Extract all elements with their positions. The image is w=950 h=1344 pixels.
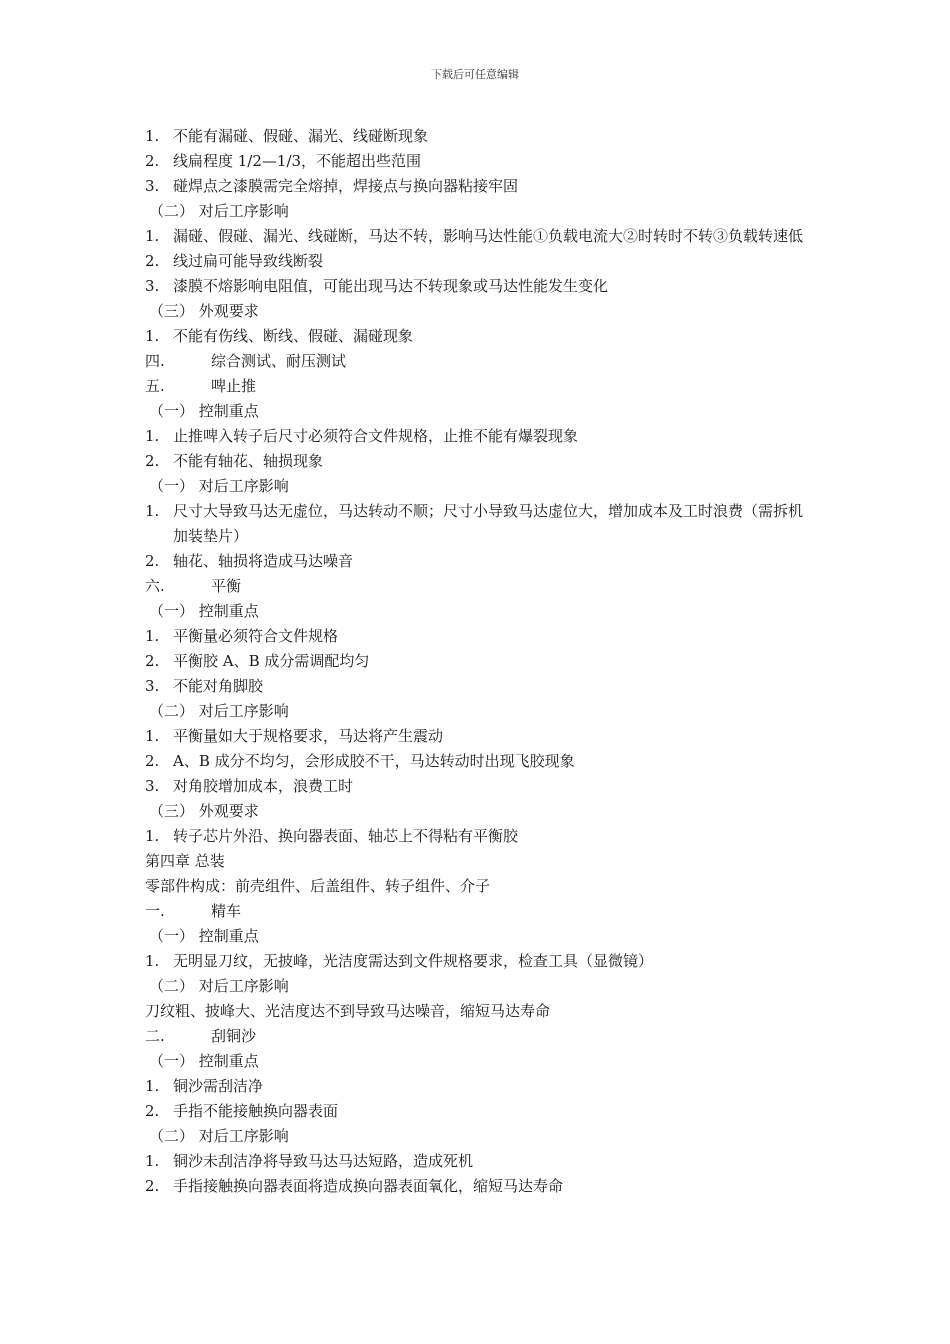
item-text: 止推啤入转子后尺寸必须符合文件规格，止推不能有爆裂现象 xyxy=(173,427,579,445)
item-number: 2. xyxy=(145,652,160,670)
item-text: 平衡量如大于规格要求，马达将产生震动 xyxy=(173,727,444,745)
list-item xyxy=(145,1149,815,1174)
list-item xyxy=(145,274,815,299)
list-item xyxy=(145,224,815,249)
list-item xyxy=(145,1074,815,1099)
section-heading xyxy=(145,899,815,924)
list-item xyxy=(145,1099,815,1124)
item-number: 1. xyxy=(145,502,160,520)
section-title: 精车 xyxy=(211,902,242,920)
item-number: 1. xyxy=(145,627,160,645)
item-text: 手指不能接触换向器表面 xyxy=(173,1102,339,1120)
subsection-heading: （一） 控制重点 xyxy=(149,1052,259,1070)
item-text: 漏碰、假碰、漏光、线碰断，马达不转，影响马达性能①负载电流大②时转时不转③负载转速低 xyxy=(173,227,804,245)
subsection-heading: （一） 对后工序影响 xyxy=(149,477,289,495)
section-heading xyxy=(145,574,815,599)
item-text: 碰焊点之漆膜需完全熔掉，焊接点与换向器粘接牢固 xyxy=(173,177,519,195)
item-number: 2. xyxy=(145,1102,160,1120)
subsection-heading: （一） 控制重点 xyxy=(149,927,259,945)
item-number: 3. xyxy=(145,777,160,795)
list-item xyxy=(145,449,815,474)
list-item xyxy=(145,549,815,574)
item-number: 1. xyxy=(145,727,160,745)
item-text: 无明显刀纹，无披峰，光洁度需达到文件规格要求，检查工具（显微镜） xyxy=(173,952,654,970)
section-number: 六. xyxy=(145,577,165,595)
item-text: 转子芯片外沿、换向器表面、轴芯上不得粘有平衡胶 xyxy=(173,827,519,845)
list-item xyxy=(145,649,815,674)
item-number: 1. xyxy=(145,827,160,845)
item-number: 3. xyxy=(145,277,160,295)
item-text: 铜沙未刮洁净将导致马达马达短路，造成死机 xyxy=(173,1152,474,1170)
list-item xyxy=(145,749,815,774)
paragraph: 第四章 总装 xyxy=(145,852,225,870)
subsection-heading: （一） 控制重点 xyxy=(149,602,259,620)
section-heading xyxy=(145,1024,815,1049)
item-number: 1. xyxy=(145,427,160,445)
item-text: 漆膜不熔影响电阻值，可能出现马达不转现象或马达性能发生变化 xyxy=(173,277,609,295)
item-text: 手指接触换向器表面将造成换向器表面氧化，缩短马达寿命 xyxy=(173,1177,564,1195)
list-item xyxy=(145,124,815,149)
item-text: 尺寸大导致马达无虚位，马达转动不顺；尺寸小导致马达虚位大，增加成本及工时浪费（需拆机加装垫片） xyxy=(173,502,804,545)
list-item xyxy=(145,774,815,799)
item-number: 1. xyxy=(145,952,160,970)
item-text: 线过扁可能导致线断裂 xyxy=(173,252,324,270)
item-text: 平衡胶 A、B 成分需调配均匀 xyxy=(173,652,370,670)
item-text: 平衡量必须符合文件规格 xyxy=(173,627,339,645)
item-text: A、B 成分不均匀，会形成胶不干，马达转动时出现飞胶现象 xyxy=(173,752,575,770)
section-title: 刮铜沙 xyxy=(211,1027,257,1045)
list-item xyxy=(145,624,815,649)
item-number: 2. xyxy=(145,452,160,470)
item-number: 2. xyxy=(145,1177,160,1195)
section-title: 啤止推 xyxy=(211,377,257,395)
item-text: 轴花、轴损将造成马达噪音 xyxy=(173,552,354,570)
subsection-heading: （一） 控制重点 xyxy=(149,402,259,420)
item-number: 2. xyxy=(145,752,160,770)
item-number: 1. xyxy=(145,1152,160,1170)
subsection-heading: （二） 对后工序影响 xyxy=(149,1127,289,1145)
list-item xyxy=(145,674,815,699)
paragraph: 刀纹粗、披峰大、光洁度达不到导致马达噪音，缩短马达寿命 xyxy=(145,1002,551,1020)
section-title: 平衡 xyxy=(211,577,242,595)
list-item xyxy=(145,824,815,849)
item-text: 不能对角脚胶 xyxy=(173,677,264,695)
item-number: 1. xyxy=(145,227,160,245)
list-item xyxy=(145,324,815,349)
subsection-heading: （三） 外观要求 xyxy=(149,802,259,820)
subsection-heading: （二） 对后工序影响 xyxy=(149,202,289,220)
item-number: 1. xyxy=(145,1077,160,1095)
item-number: 2. xyxy=(145,152,160,170)
subsection-heading: （二） 对后工序影响 xyxy=(149,977,289,995)
list-item xyxy=(145,949,815,974)
list-item xyxy=(145,1174,815,1199)
subsection-heading: （三） 外观要求 xyxy=(149,302,259,320)
item-number: 2. xyxy=(145,552,160,570)
item-number: 1. xyxy=(145,327,160,345)
list-item xyxy=(145,424,815,449)
list-item xyxy=(145,499,815,549)
item-text: 不能有轴花、轴损现象 xyxy=(173,452,324,470)
section-heading xyxy=(145,374,815,399)
list-item xyxy=(145,249,815,274)
item-text: 线扁程度 1/2—1/3，不能超出些范围 xyxy=(173,152,422,170)
item-number: 1. xyxy=(145,127,160,145)
document-body xyxy=(145,124,815,1199)
item-text: 对角胶增加成本，浪费工时 xyxy=(173,777,354,795)
paragraph: 零部件构成：前壳组件、后盖组件、转子组件、介子 xyxy=(145,877,491,895)
item-number: 3. xyxy=(145,177,160,195)
page-header: 下载后可任意编辑 xyxy=(431,68,519,81)
section-number: 一. xyxy=(145,902,165,920)
section-number: 四. xyxy=(145,352,165,370)
section-number: 五. xyxy=(145,377,165,395)
item-number: 3. xyxy=(145,677,160,695)
list-item xyxy=(145,724,815,749)
item-text: 铜沙需刮洁净 xyxy=(173,1077,264,1095)
list-item xyxy=(145,174,815,199)
section-heading xyxy=(145,349,815,374)
item-number: 2. xyxy=(145,252,160,270)
list-item xyxy=(145,149,815,174)
section-title: 综合测试、耐压测试 xyxy=(211,352,347,370)
item-text: 不能有伤线、断线、假碰、漏碰现象 xyxy=(173,327,414,345)
item-text: 不能有漏碰、假碰、漏光、线碰断现象 xyxy=(173,127,429,145)
subsection-heading: （二） 对后工序影响 xyxy=(149,702,289,720)
section-number: 二. xyxy=(145,1027,165,1045)
